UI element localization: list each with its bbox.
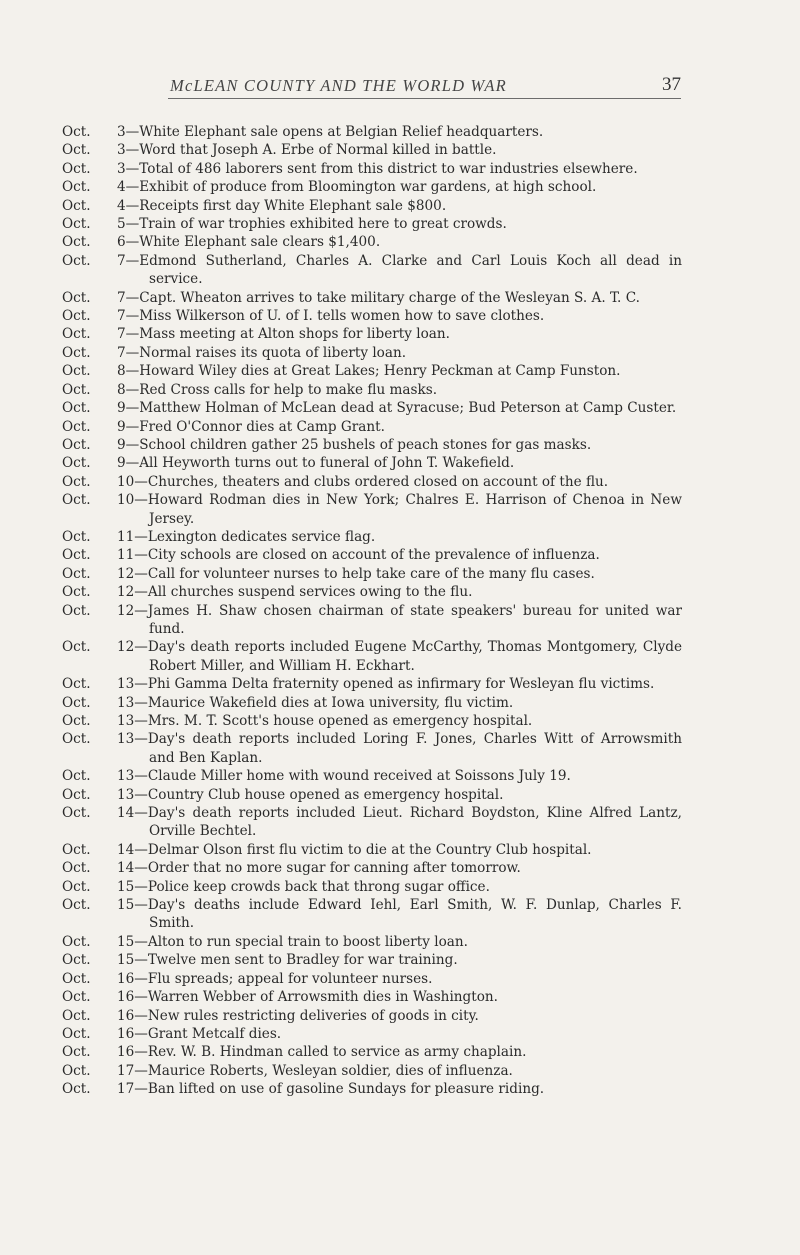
chronology-entry bbox=[62, 638, 682, 675]
entry-text: 16—Warren Webber of Arrowsmith dies in Washington. bbox=[117, 989, 498, 1006]
entry-month: Oct. bbox=[62, 326, 91, 343]
page-number: 37 bbox=[662, 74, 681, 95]
chronology-entry bbox=[62, 215, 682, 233]
chronology-entry bbox=[62, 767, 682, 785]
entry-month: Oct. bbox=[62, 694, 91, 711]
entry-month: Oct. bbox=[62, 860, 91, 877]
entry-month: Oct. bbox=[62, 473, 91, 490]
entry-month: Oct. bbox=[62, 584, 91, 601]
entry-month: Oct. bbox=[62, 713, 91, 729]
entry-text: 14—Day's death reports included Lieut. Richard Boydston, Kline Alfred Lantz, Orville Bechtel. bbox=[117, 805, 682, 840]
entry-text: 13—Maurice Wakefield dies at Iowa university, flu victim. bbox=[117, 694, 514, 711]
entry-month: Oct. bbox=[62, 252, 91, 269]
entry-text: 8—Howard Wiley dies at Great Lakes; Henry Peckman at Camp Funston. bbox=[117, 363, 621, 380]
entry-month: Oct. bbox=[62, 124, 91, 140]
entry-month: Oct. bbox=[62, 676, 91, 693]
chronology-entry bbox=[62, 565, 682, 583]
entry-text: 8—Red Cross calls for help to make flu masks. bbox=[117, 381, 438, 398]
entry-text: 12—Call for volunteer nurses to help take care of the many flu cases. bbox=[117, 565, 595, 582]
entry-text: 6—White Elephant sale clears $1,400. bbox=[117, 234, 381, 251]
entry-month: Oct. bbox=[62, 1062, 91, 1079]
entry-text: 11—City schools are closed on account of the prevalence of influenza. bbox=[117, 547, 600, 564]
chronology-entry bbox=[62, 197, 682, 215]
running-header bbox=[168, 74, 681, 99]
entry-text: 13—Claude Miller home with wound received at Soissons July 19. bbox=[117, 768, 571, 785]
entry-month: Oct. bbox=[62, 179, 91, 196]
entry-text: 5—Train of war trophies exhibited here to great crowds. bbox=[117, 216, 507, 233]
chronology-entry bbox=[62, 933, 682, 951]
chronology-entry bbox=[62, 233, 682, 251]
chronology-entry bbox=[62, 546, 682, 564]
entry-month: Oct. bbox=[62, 344, 91, 361]
entry-month: Oct. bbox=[62, 768, 91, 785]
entry-text: 12—James H. Shaw chosen chairman of state speakers' bureau for united war fund. bbox=[117, 602, 682, 637]
entry-month: Oct. bbox=[62, 400, 91, 417]
entry-month: Oct. bbox=[62, 731, 91, 748]
chronology-entry bbox=[62, 1062, 682, 1080]
chronology-entry bbox=[62, 896, 682, 933]
entry-text: 13—Phi Gamma Delta fraternity opened as infirmary for Wesleyan flu victims. bbox=[117, 676, 655, 693]
chronology-entry bbox=[62, 289, 682, 307]
entry-month: Oct. bbox=[62, 160, 91, 177]
entry-text: 13—Mrs. M. T. Scott's house opened as emergency hospital. bbox=[117, 713, 533, 729]
entry-month: Oct. bbox=[62, 455, 91, 472]
entry-month: Oct. bbox=[62, 897, 91, 914]
entry-text: 3—Total of 486 laborers sent from this district to war industries elsewhere. bbox=[117, 160, 638, 177]
entry-text: 14—Delmar Olson first flu victim to die at the Country Club hospital. bbox=[117, 841, 592, 858]
entry-month: Oct. bbox=[62, 805, 91, 822]
chronology-entry bbox=[62, 804, 682, 841]
entry-text: 3—White Elephant sale opens at Belgian Relief headquarters. bbox=[117, 124, 544, 140]
chronology-entry bbox=[62, 399, 682, 417]
chronology-entry bbox=[62, 381, 682, 399]
entry-text: 15—Police keep crowds back that throng sugar office. bbox=[117, 878, 490, 895]
entry-text: 4—Exhibit of produce from Bloomington war gardens, at high school. bbox=[117, 179, 597, 196]
entry-month: Oct. bbox=[62, 1044, 91, 1061]
entry-month: Oct. bbox=[62, 381, 91, 398]
entry-text: 9—School children gather 25 bushels of peach stones for gas masks. bbox=[117, 436, 592, 453]
chronology-entry bbox=[62, 859, 682, 877]
entry-text: 12—All churches suspend services owing to the flu. bbox=[117, 584, 473, 601]
chronology-entry bbox=[62, 1080, 682, 1098]
chronology-entry bbox=[62, 970, 682, 988]
entry-text: 4—Receipts first day White Elephant sale $800. bbox=[117, 197, 447, 214]
entry-text: 14—Order that no more sugar for canning after tomorrow. bbox=[117, 860, 521, 877]
entry-text: 15—Day's deaths include Edward Iehl, Earl Smith, W. F. Dunlap, Charles F. Smith. bbox=[117, 897, 682, 932]
chronology-entry bbox=[62, 344, 682, 362]
entry-month: Oct. bbox=[62, 363, 91, 380]
entry-text: 15—Alton to run special train to boost liberty loan. bbox=[117, 933, 468, 950]
entry-text: 16—Flu spreads; appeal for volunteer nurses. bbox=[117, 970, 433, 987]
chronology-entry bbox=[62, 418, 682, 436]
chronology-entry bbox=[62, 473, 682, 491]
entry-month: Oct. bbox=[62, 492, 91, 509]
entry-month: Oct. bbox=[62, 418, 91, 435]
chronology-entry bbox=[62, 528, 682, 546]
entry-month: Oct. bbox=[62, 602, 91, 619]
entry-month: Oct. bbox=[62, 970, 91, 987]
chronology-entry bbox=[62, 123, 682, 141]
chronology-entry bbox=[62, 178, 682, 196]
running-title: McLEAN COUNTY AND THE WORLD WAR bbox=[170, 76, 507, 95]
entry-month: Oct. bbox=[62, 234, 91, 251]
entry-text: 7—Capt. Wheaton arrives to take military charge of the Wesleyan S. A. T. C. bbox=[117, 289, 640, 306]
entry-month: Oct. bbox=[62, 197, 91, 214]
chronology-entry bbox=[62, 951, 682, 969]
entry-month: Oct. bbox=[62, 1025, 91, 1042]
entry-text: 7—Normal raises its quota of liberty loan. bbox=[117, 344, 407, 361]
entry-month: Oct. bbox=[62, 841, 91, 858]
entry-month: Oct. bbox=[62, 436, 91, 453]
entry-month: Oct. bbox=[62, 878, 91, 895]
entry-month: Oct. bbox=[62, 565, 91, 582]
entry-text: 13—Day's death reports included Loring F. Jones, Charles Witt of Arrowsmith and Ben Kaplan. bbox=[117, 731, 682, 766]
chronology-list bbox=[62, 123, 682, 1099]
entry-text: 9—All Heyworth turns out to funeral of John T. Wakefield. bbox=[117, 455, 515, 472]
entry-month: Oct. bbox=[62, 639, 91, 656]
chronology-entry bbox=[62, 141, 682, 159]
entry-text: 17—Ban lifted on use of gasoline Sundays for pleasure riding. bbox=[117, 1081, 545, 1098]
entry-text: 10—Churches, theaters and clubs ordered closed on account of the flu. bbox=[117, 473, 609, 490]
entry-month: Oct. bbox=[62, 1007, 91, 1024]
entry-text: 16—New rules restricting deliveries of goods in city. bbox=[117, 1007, 479, 1024]
entry-text: 12—Day's death reports included Eugene McCarthy, Thomas Montgomery, Clyde Robert Miller, and William H. Eckhart. bbox=[117, 639, 682, 674]
entry-month: Oct. bbox=[62, 528, 91, 545]
entry-month: Oct. bbox=[62, 289, 91, 306]
entry-text: 10—Howard Rodman dies in New York; Chalres E. Harrison of Chenoa in New Jersey. bbox=[117, 492, 682, 527]
entry-text: 3—Word that Joseph A. Erbe of Normal killed in battle. bbox=[117, 142, 497, 159]
chronology-entry bbox=[62, 730, 682, 767]
chronology-entry bbox=[62, 362, 682, 380]
entry-text: 16—Rev. W. B. Hindman called to service as army chaplain. bbox=[117, 1044, 527, 1061]
chronology-entry bbox=[62, 786, 682, 804]
chronology-entry bbox=[62, 602, 682, 639]
entry-text: 7—Edmond Sutherland, Charles A. Clarke and Carl Louis Koch all dead in service. bbox=[117, 252, 682, 288]
chronology-entry bbox=[62, 252, 682, 289]
chronology-entry bbox=[62, 878, 682, 896]
chronology-entry bbox=[62, 675, 682, 693]
chronology-entry bbox=[62, 454, 682, 472]
entry-text: 9—Matthew Holman of McLean dead at Syracuse; Bud Peterson at Camp Custer. bbox=[117, 400, 677, 417]
chronology-entry bbox=[62, 307, 682, 325]
entry-month: Oct. bbox=[62, 786, 91, 803]
entry-text: 7—Miss Wilkerson of U. of I. tells women how to save clothes. bbox=[117, 308, 545, 325]
chronology-entry bbox=[62, 988, 682, 1006]
entry-text: 9—Fred O'Connor dies at Camp Grant. bbox=[117, 418, 385, 435]
chronology-entry bbox=[62, 583, 682, 601]
entry-text: 13—Country Club house opened as emergency hospital. bbox=[117, 786, 504, 803]
chronology-entry bbox=[62, 160, 682, 178]
chronology-entry bbox=[62, 694, 682, 712]
entry-text: 11—Lexington dedicates service flag. bbox=[117, 528, 376, 545]
entry-month: Oct. bbox=[62, 547, 91, 564]
entry-month: Oct. bbox=[62, 933, 91, 950]
chronology-entry bbox=[62, 1025, 682, 1043]
chronology-entry bbox=[62, 436, 682, 454]
entry-month: Oct. bbox=[62, 952, 91, 969]
chronology-entry bbox=[62, 712, 682, 730]
entry-text: 17—Maurice Roberts, Wesleyan soldier, dies of influenza. bbox=[117, 1062, 513, 1079]
chronology-entry bbox=[62, 325, 682, 343]
chronology-entry bbox=[62, 491, 682, 528]
entry-text: 15—Twelve men sent to Bradley for war training. bbox=[117, 952, 458, 969]
entry-text: 7—Mass meeting at Alton shops for liberty loan. bbox=[117, 326, 450, 343]
chronology-entry bbox=[62, 1007, 682, 1025]
entry-month: Oct. bbox=[62, 142, 91, 159]
entry-month: Oct. bbox=[62, 989, 91, 1006]
entry-month: Oct. bbox=[62, 1081, 91, 1098]
entry-text: 16—Grant Metcalf dies. bbox=[117, 1025, 282, 1042]
chronology-entry bbox=[62, 841, 682, 859]
entry-month: Oct. bbox=[62, 308, 91, 325]
chronology-entry bbox=[62, 1043, 682, 1061]
entry-month: Oct. bbox=[62, 216, 91, 233]
